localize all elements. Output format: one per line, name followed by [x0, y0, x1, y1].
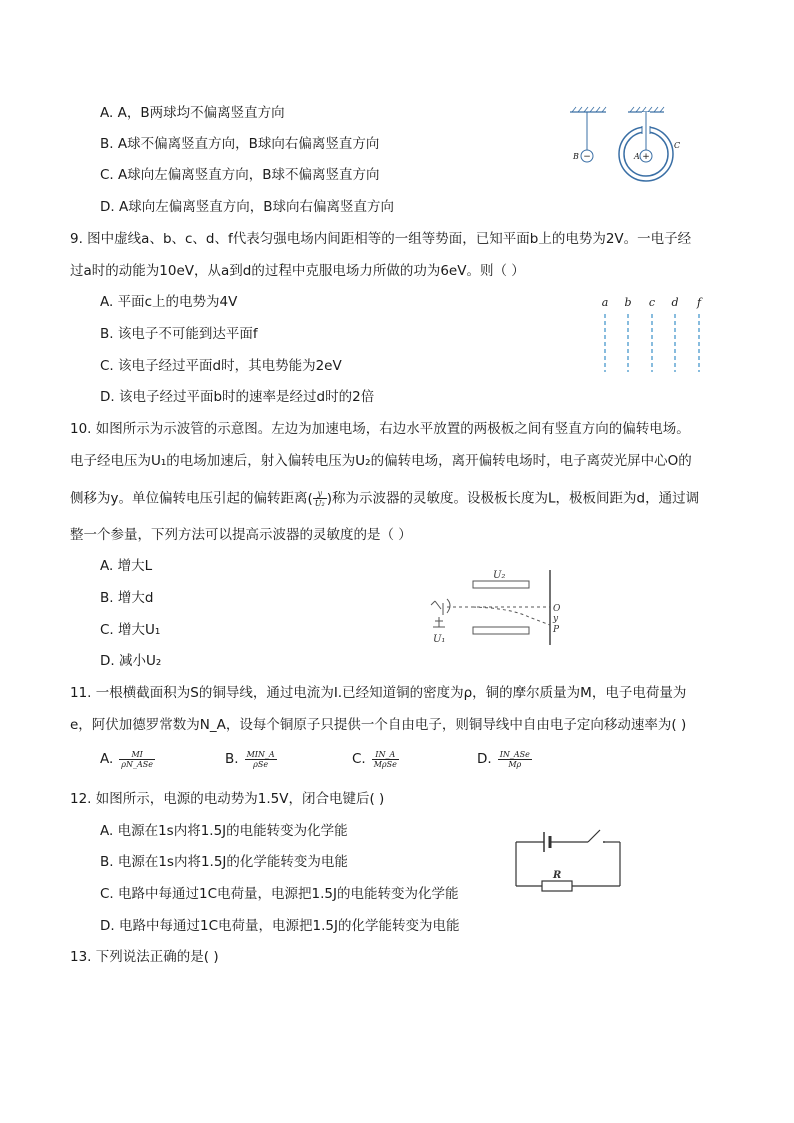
fraction-denominator: U₂ [314, 499, 325, 508]
choice-c-num: IN_A [372, 750, 399, 760]
choice-c-label: C. [352, 751, 366, 767]
choice-b-den: ρSe [253, 759, 269, 769]
q11-choice-c [352, 745, 399, 773]
fraction-numerator: y [313, 489, 327, 499]
choice-c-den: MρSe [373, 759, 397, 769]
u1-label: U₁ [433, 634, 446, 645]
choice-d-den: Mρ [508, 759, 522, 769]
q12-option-d: D. 电路中每通过1C电荷量，电源把1.5J的化学能转变为电能 [100, 918, 460, 934]
q11-stem-line1: 11. 一根横截面积为S的铜导线，通过电流为I.已经知道铜的密度为ρ，铜的摩尔质量为M，电子电荷量为 [70, 685, 687, 701]
choice-b-label: B. [225, 751, 239, 767]
sensitivity-fraction [313, 489, 327, 508]
q12-stem-line1: 12. 如图所示，电源的电动势为1.5V，闭合电键后( ) [70, 791, 385, 807]
choice-d-num: IN_ASe [499, 749, 530, 759]
choice-a-den: ρN_ASe [121, 759, 153, 769]
q11-choice-a [100, 745, 155, 773]
q12-circuit-figure [512, 826, 624, 896]
q10-stem-line1: 10. 如图所示为示波管的示意图。左边为加速电场，右边水平放置的两极板之间有竖直方向的偏转电场。 [70, 421, 690, 437]
plane-label-a: a [601, 296, 609, 309]
q10-line3-part1: 侧移为y。单位偏转电压引起的偏转距离 [70, 490, 308, 507]
q8-option-d: D. A球向左偏离竖直方向，B球向右偏离竖直方向 [100, 199, 394, 215]
q13-stem-line1: 13. 下列说法正确的是( ) [70, 949, 219, 965]
q10-oscilloscope-figure [425, 565, 575, 650]
plane-label-b: b [624, 296, 632, 309]
q11-stem-line2: e，阿伏加德罗常数为N_A，设每个铜原子只提供一个自由电子，则铜导线中自由电子定向移动速率为( ) [70, 717, 687, 733]
u2-label: U₂ [493, 570, 506, 581]
shell-c-label: C [674, 141, 681, 150]
q8-option-c: C. A球向左偏离竖直方向，B球不偏离竖直方向 [100, 167, 380, 183]
q12-option-a: A. 电源在1s内将1.5J的电能转变为化学能 [100, 823, 348, 839]
q9-equipotential-figure [594, 292, 714, 374]
deflected-path [473, 607, 550, 625]
q10-option-d: D. 减小U₂ [100, 653, 162, 669]
q10-stem-line3: 侧移为y。单位偏转电压引起的偏转距离( $\frac{y}{\text{U₂}}$ )称为示波器的灵敏度。设极板长度为L，极板间距为d，通过调 [70, 489, 700, 508]
resistor-label: R [553, 870, 562, 881]
ball-a-sign: + [642, 152, 650, 162]
q12-option-c: C. 电路中每通过1C电荷量，电源把1.5J的电能转变为化学能 [100, 886, 459, 902]
q12-option-b: B. 电源在1s内将1.5J的化学能转变为电能 [100, 854, 348, 870]
choice-a-label: A. [100, 751, 114, 767]
plane-label-c: c [648, 296, 656, 309]
q11-choice-d [477, 745, 532, 773]
q8-option-b: B. A球不偏离竖直方向，B球向右偏离竖直方向 [100, 136, 380, 152]
choice-b-num: MIN_A [246, 749, 275, 759]
q9-option-c: C. 该电子经过平面d时，其电势能为2eV [100, 358, 342, 374]
upper-plate [473, 581, 529, 588]
q9-option-b: B. 该电子不可能到达平面f [100, 326, 258, 342]
q9-option-a: A. 平面c上的电势为4V [100, 294, 238, 310]
q10-option-a: A. 增大L [100, 558, 153, 574]
q10-stem-line4: 整一个参量，下列方法可以提高示波器的灵敏度的是（ ） [70, 527, 412, 543]
o-label: O [553, 604, 561, 614]
y-label: y [553, 614, 559, 624]
resistor [542, 881, 572, 891]
choice-d-label: D. [477, 751, 492, 767]
q10-line3-part2: 称为示波器的灵敏度。设极板长度为L，极板间距为d，通过调 [332, 490, 700, 507]
switch-lever [588, 830, 600, 842]
ball-a-label: A [634, 152, 640, 161]
q11-choice-b [225, 745, 277, 773]
ball-b-sign: − [583, 152, 591, 162]
q9-stem-line2: 过a时的动能为10eV，从a到d的过程中克服电场力所做的功为6eV。则（ ） [70, 263, 525, 279]
q8-option-a: A. A，B两球均不偏离竖直方向 [100, 105, 285, 121]
q10-option-b: B. 增大d [100, 590, 154, 606]
q10-stem-line2: 电子经电压为U₁的电场加速后，射入偏转电压为U₂的偏转电场，离开偏转电场时，电子离荧光屏中心O的 [70, 453, 692, 469]
q9-stem-line1: 9. 图中虚线a、b、c、d、f代表匀强电场内间距相等的一组等势面，已知平面b上的电势为2V。一电子经 [70, 231, 692, 247]
q10-option-c: C. 增大U₁ [100, 622, 161, 638]
choice-a-num: MI [119, 750, 155, 760]
lower-plate [473, 627, 529, 634]
plane-label-f: f [696, 296, 702, 309]
ball-b-label: B [573, 152, 579, 161]
plane-label-d: d [671, 296, 679, 309]
q8-pendulum-figure [560, 104, 690, 196]
p-label: P [553, 625, 560, 635]
q9-option-d: D. 该电子经过平面b时的速率是经过d时的2倍 [100, 389, 375, 405]
